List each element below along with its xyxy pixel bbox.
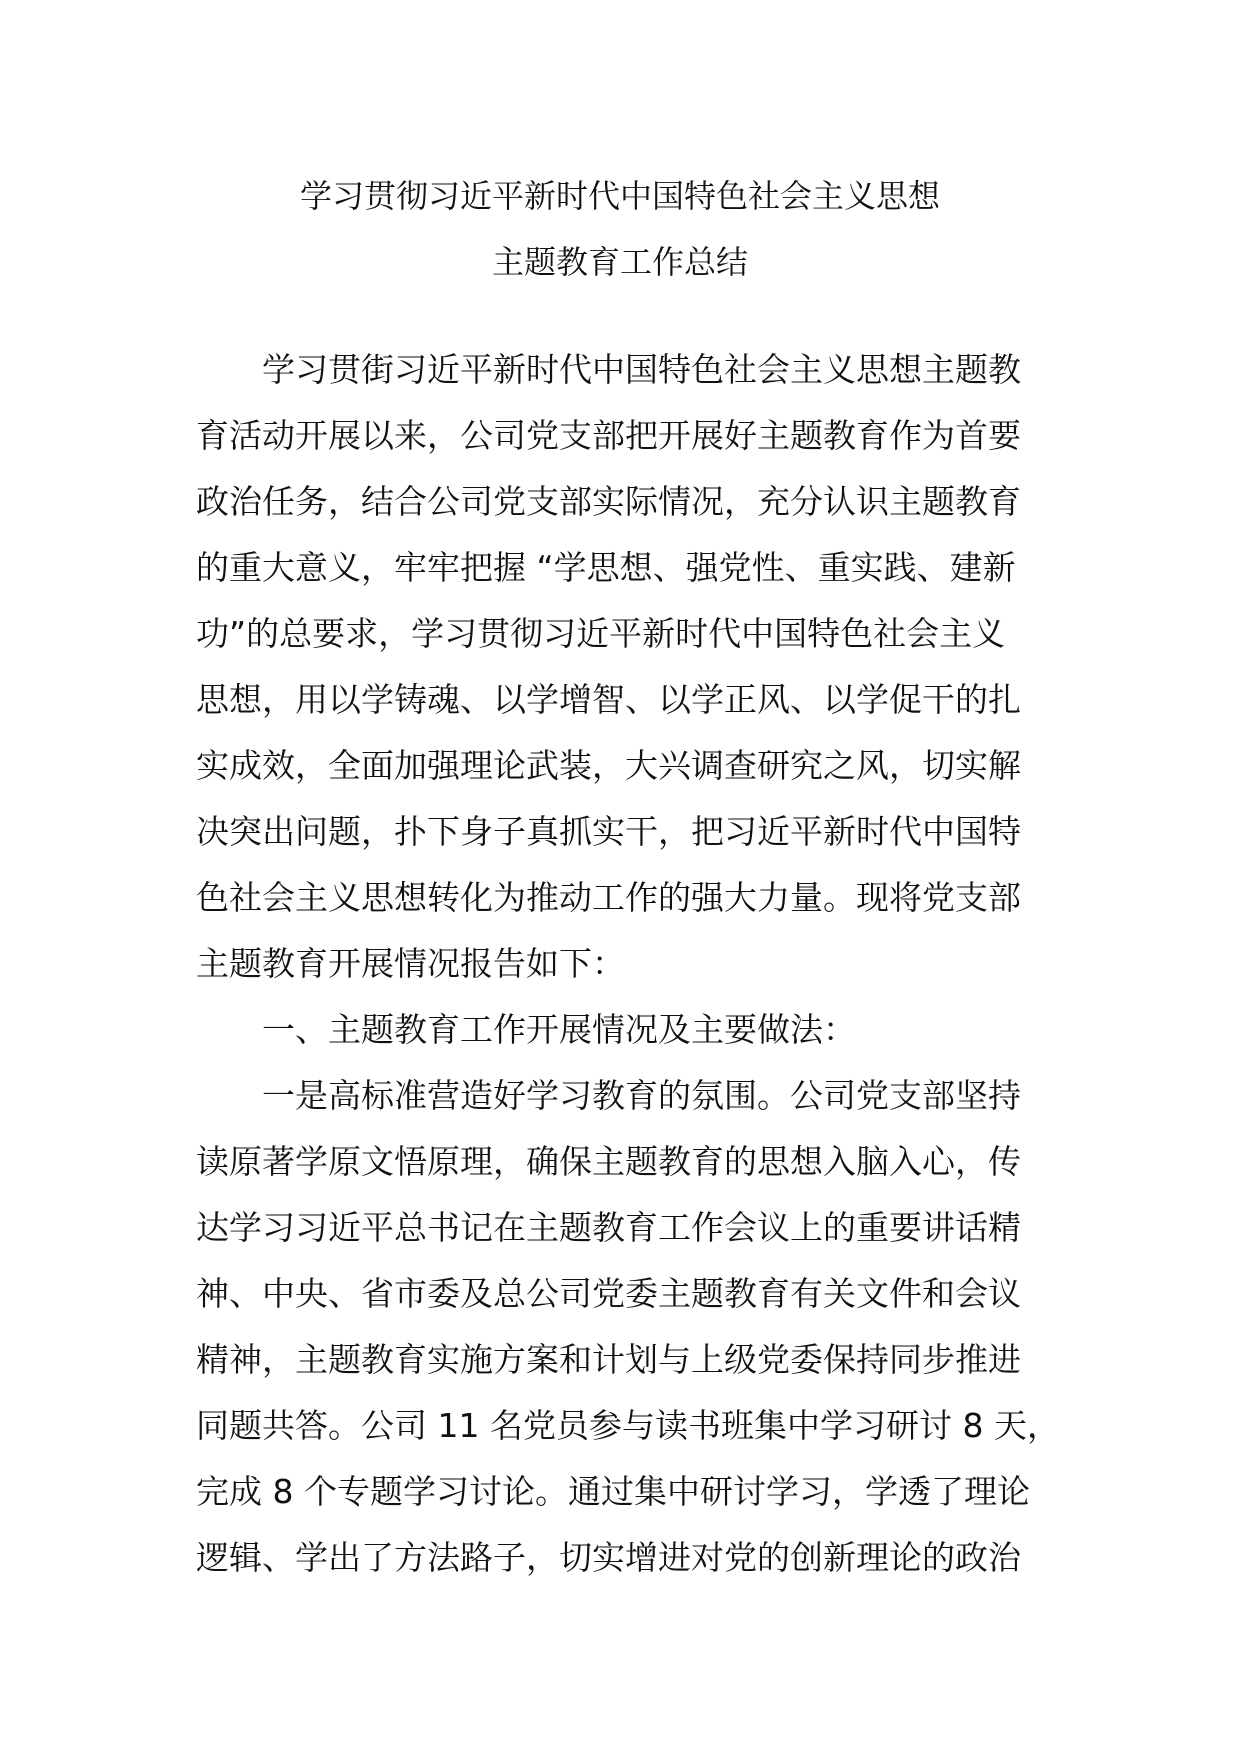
paragraph-line: 育活动开展以来，公司党支部把开展好主题教育作为首要 [196,416,1021,455]
paragraph-line: 同题共答。公司 11 名党员参与读书班集中学习研讨 8 天， [196,1406,1060,1445]
document-title-line-1: 学习贯彻习近平新时代中国特色社会主义思想 [299,177,940,215]
paragraph-line: 一是高标准营造好学习教育的氛围。公司党支部坚持 [262,1076,1021,1115]
paragraph-line: 神、中央、省市委及总公司党委主题教育有关文件和会议 [196,1274,1021,1313]
paragraph-line: 读原著学原文悟原理，确保主题教育的思想入脑入心，传 [196,1142,1021,1181]
paragraph-line: 功”的总要求，学习贯彻习近平新时代中国特色社会主义 [196,614,1006,653]
paragraph-line: 主题教育开展情况报告如下： [196,944,625,983]
section-heading: 一、主题教育工作开展情况及主要做法： [262,1010,856,1049]
paragraph-line: 思想，用以学铸魂、以学增智、以学正风、以学促干的扎 [196,680,1021,719]
paragraph-line: 达学习习近平总书记在主题教育工作会议上的重要讲话精 [196,1208,1021,1247]
paragraph-line: 的重大意义，牢牢把握 “学思想、强党性、重实践、建新 [196,548,1016,587]
paragraph-line: 逻辑、学出了方法路子，切实增进对党的创新理论的政治 [196,1538,1021,1577]
document-title-line-2: 主题教育工作总结 [491,243,748,281]
paragraph-line: 色社会主义思想转化为推动工作的强大力量。现将党支部 [196,878,1021,917]
paragraph-line: 决突出问题，扑下身子真抓实干，把习近平新时代中国特 [196,812,1021,851]
paragraph-line: 学习贯街习近平新时代中国特色社会主义思想主题教 [262,350,1021,389]
paragraph-line: 精神，主题教育实施方案和计划与上级党委保持同步推进 [196,1340,1021,1379]
paragraph-line: 政治任务，结合公司党支部实际情况，充分认识主题教育 [196,482,1021,521]
document-body [196,337,1060,1591]
paragraph-line: 完成 8 个专题学习讨论。通过集中研讨学习，学透了理论 [196,1472,1030,1511]
paragraph-line: 实成效，全面加强理论武装，大兴调查研究之风，切实解 [196,746,1021,785]
